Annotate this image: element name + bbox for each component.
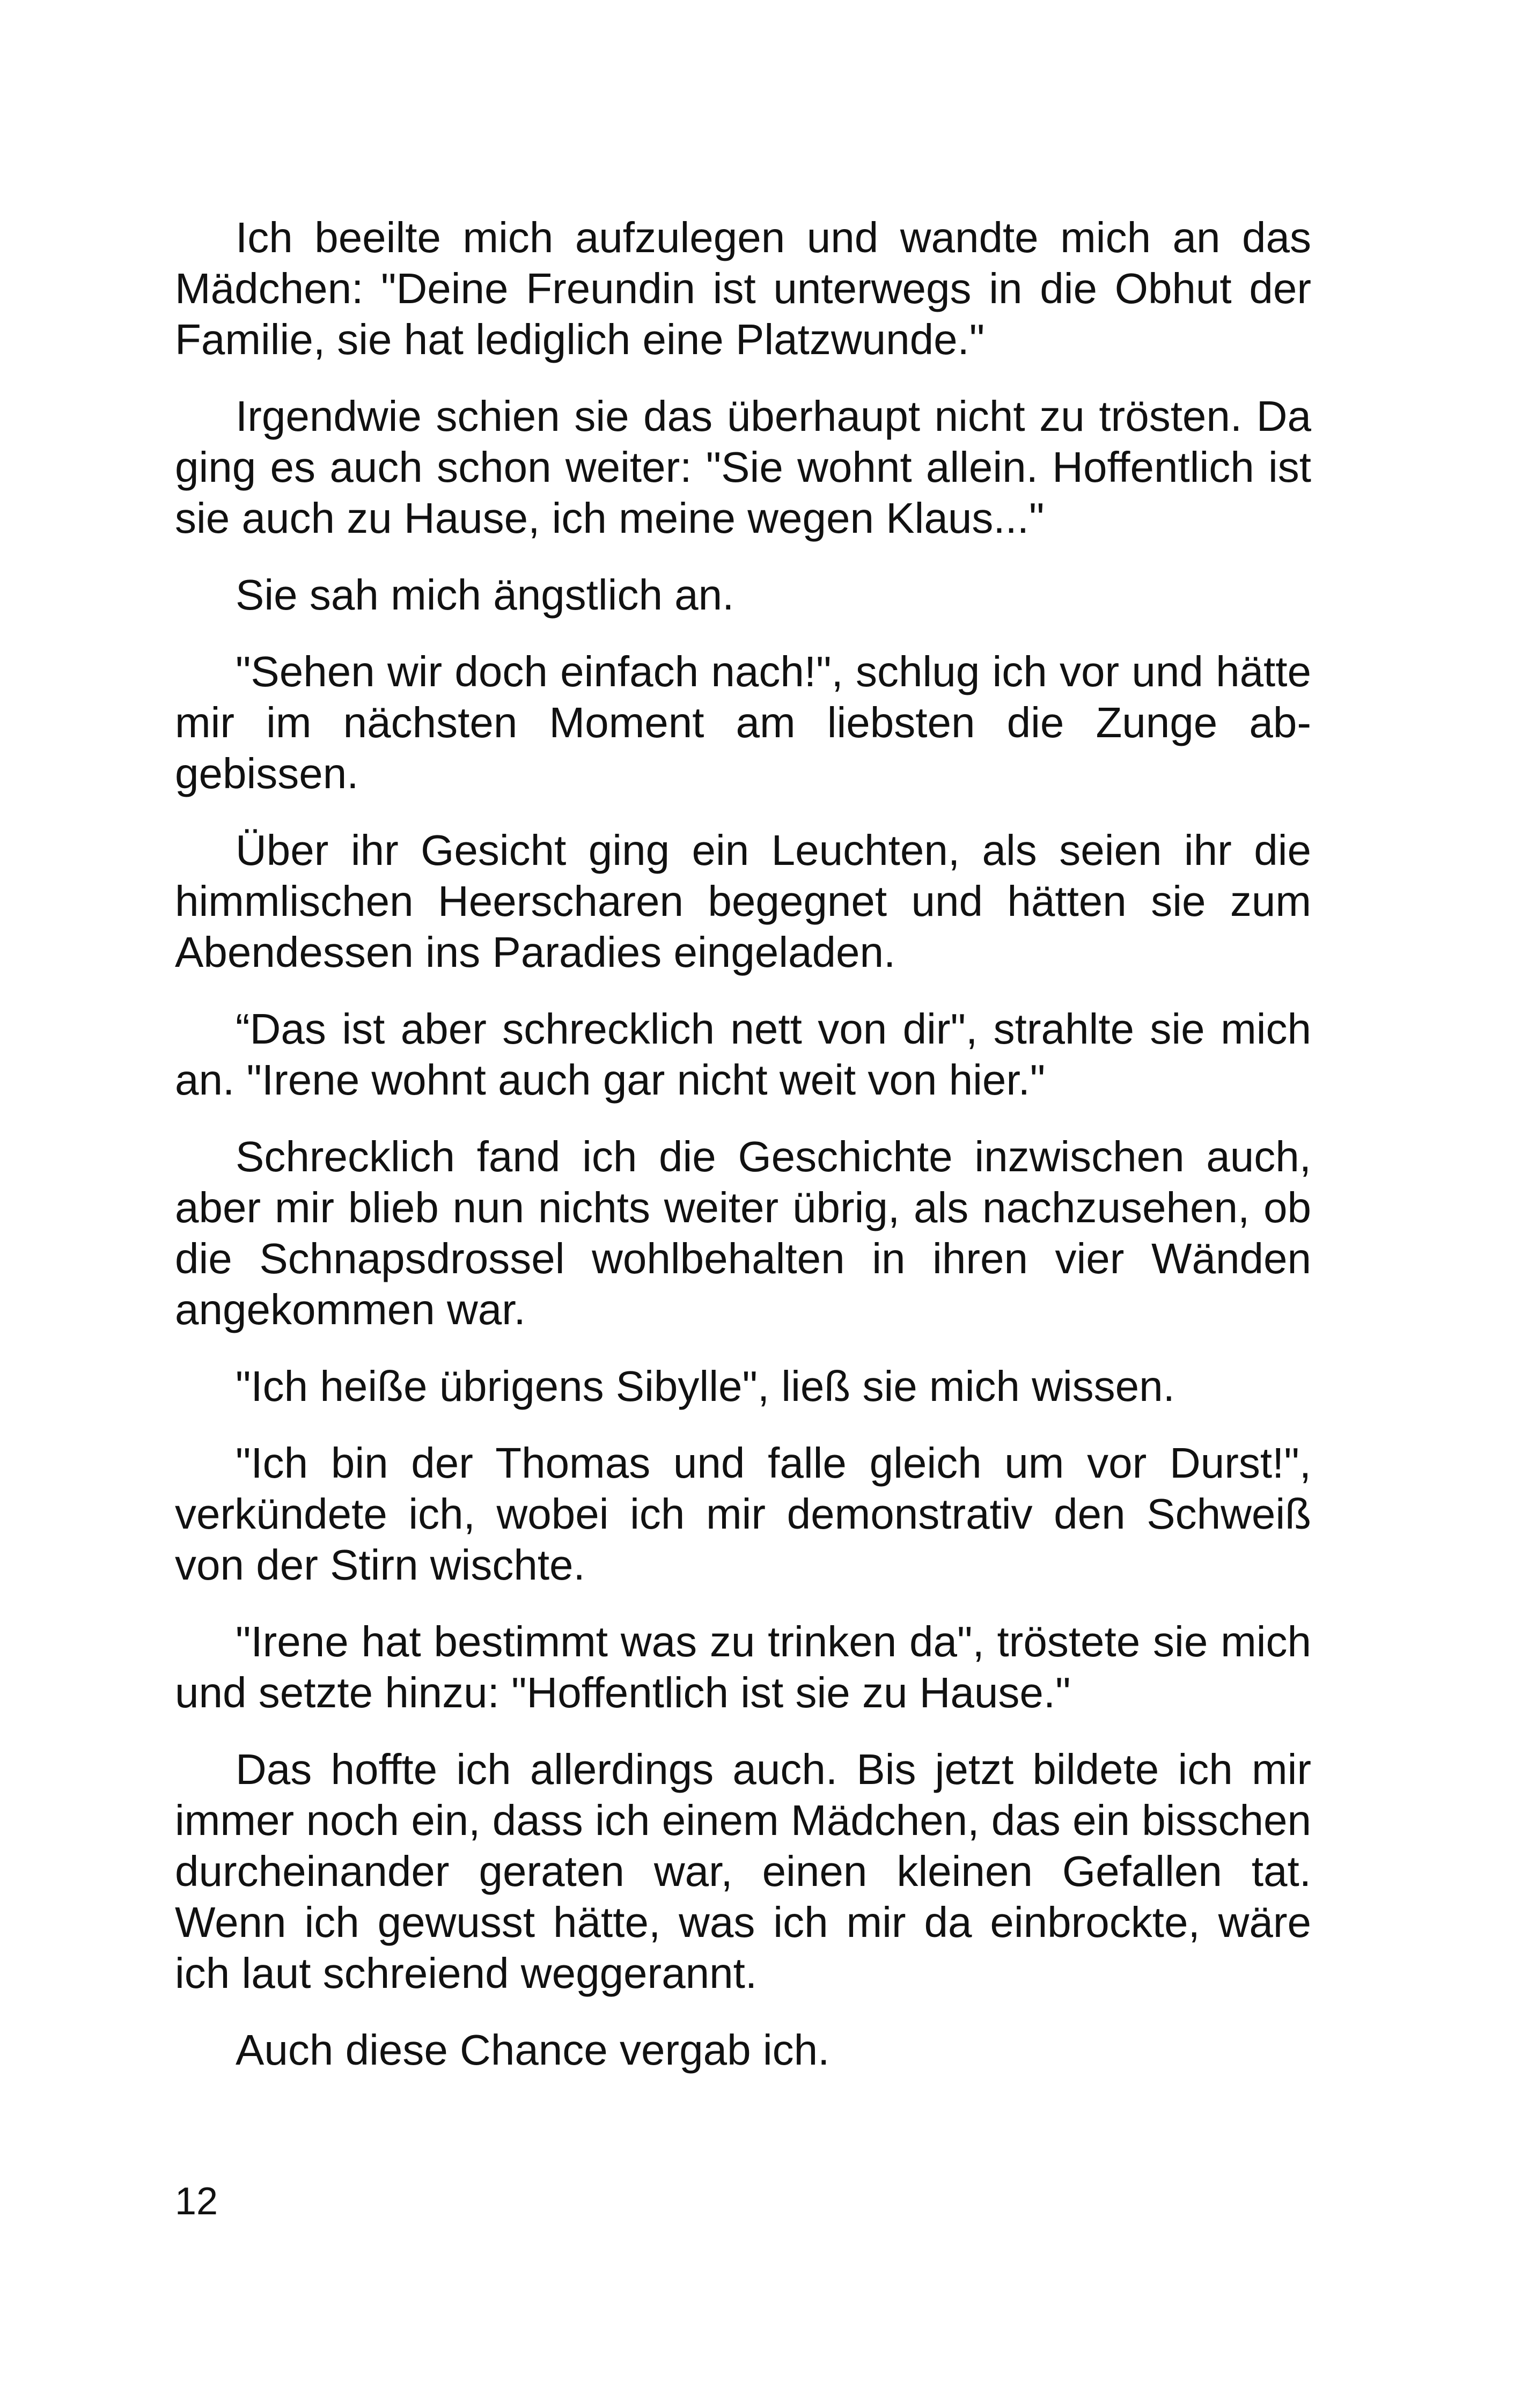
paragraph: “Das ist aber schrecklich nett von dir", strahlte sie mich an. "Irene wohnt auch gar nicht weit von hier." xyxy=(175,1005,1311,1104)
paragraph: "Irene hat bestimmt was zu trinken da", tröstete sie mich und setzte hinzu: "Hoffentlich ist sie zu Hause." xyxy=(175,1618,1311,1716)
paragraph: "Sehen wir doch einfach nach!", schlug ich vor und hätte mir im nächsten Moment am liebsten die Zunge abgebissen. xyxy=(175,648,1311,797)
paragraph: Über ihr Gesicht ging ein Leuchten, als seien ihr die himmlischen Heerscharen begegnet und hätten sie zum Abendessen ins Paradies eingeladen. xyxy=(175,826,1311,976)
paragraph: "Ich bin der Thomas und falle gleich um vor Durst!", verkündete ich, wobei ich mir demonstrativ den Schweiß von der Stirn wischte. xyxy=(175,1439,1311,1589)
page-number: 12 xyxy=(175,2180,218,2223)
body-text xyxy=(175,212,1311,2075)
paragraph: Auch diese Chance vergab ich. xyxy=(236,2026,830,2074)
paragraph: Schrecklich fand ich die Geschichte inzwischen auch, aber mir blieb nun nichts weiter übrig, als nachzusehen, ob die Schnapsdrossel wohlbehalten in ihren vier Wänden angekommen war. xyxy=(175,1133,1311,1333)
paragraph: Sie sah mich ängstlich an. xyxy=(236,571,734,619)
paragraph: Irgendwie schien sie das überhaupt nicht zu trösten. Da ging es auch schon weiter: "Sie wohnt allein. Hoffentlich ist sie auch zu Hause, ich meine wegen Klaus..." xyxy=(175,392,1311,542)
paragraph: "Ich heiße übrigens Sibylle", ließ sie mich wissen. xyxy=(236,1362,1175,1410)
paragraph: Ich beeilte mich aufzulegen und wandte mich an das Mädchen: "Deine Freundin ist unterwegs in die Obhut der Familie, sie hat lediglich eine Platzwunde." xyxy=(175,214,1311,363)
paragraph: Das hoffte ich allerdings auch. Bis jetzt bildete ich mir immer noch ein, dass ich einem Mädchen, das ein bisschen durcheinander geraten war, einen kleinen Gefallen tat. Wenn ich gewusst hätte, was ich mir da einbrockte, wäre ich laut schreiend weggerannt. xyxy=(175,1745,1311,1997)
